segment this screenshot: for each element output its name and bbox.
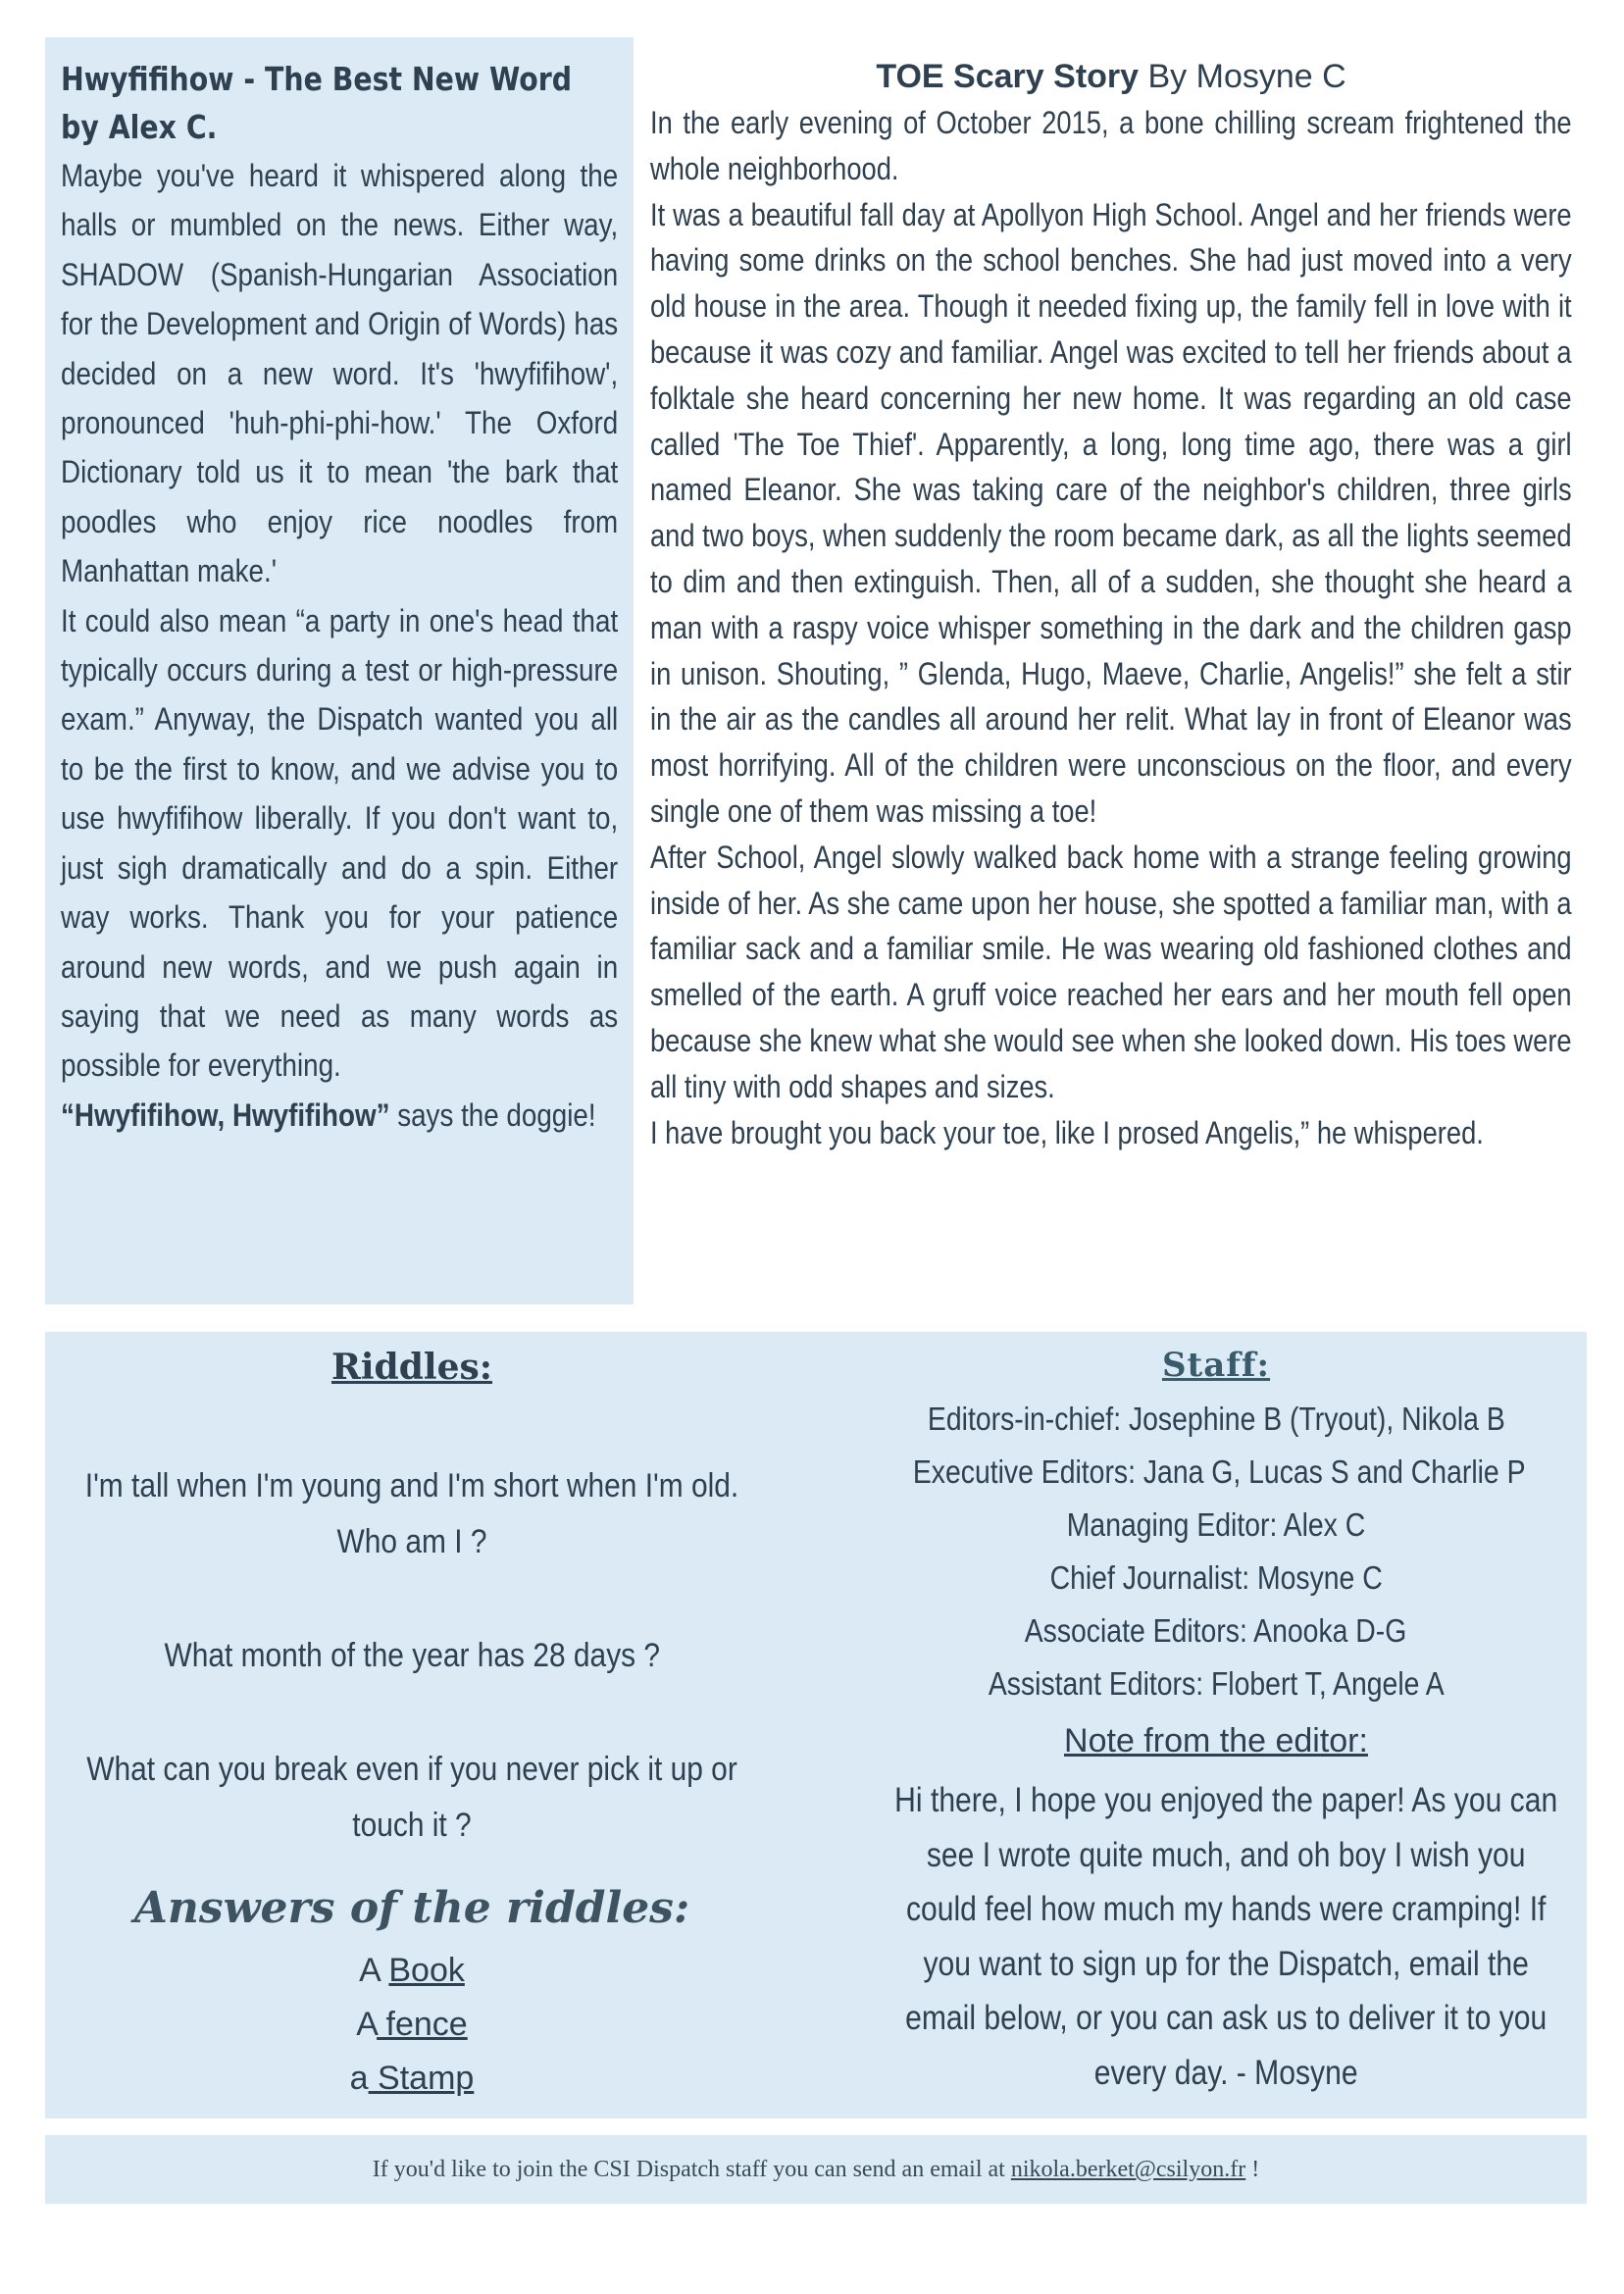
riddle-question: What can you break even if you never pick it up or touch it ?: [86, 1751, 737, 1844]
word-article-quote: “Hwyfifihow, Hwyfifihow” says the doggie!: [61, 1096, 596, 1133]
riddle-question: What month of the year has 28 days ?: [164, 1637, 660, 1674]
word-article-paragraph: Maybe you've heard it whispered along the halls or mumbled on the news. Either way, SHADOW (Spanish-Hungarian Association for the Development and Origin of Words) has decided on a new word. It's 'hwyfifihow', pronounced 'huh-phi-phi-how.' The Oxford Dictionary told us it to mean 'the bark that poodles who enjoy rice noodles from Manhattan make.': [61, 158, 619, 589]
riddle-answer: A fence: [356, 2006, 468, 2043]
story-paragraph: I have brought you back your toe, like I prosed Angelis,” he whispered.: [650, 1114, 1484, 1150]
riddle-question: I'm tall when I'm young and I'm short when I'm old. Who am I ?: [84, 1467, 739, 1560]
staff-line: Assistant Editors: Flobert T, Angele A: [988, 1665, 1445, 1702]
staff-line: Editors-in-chief: Josephine B (Tryout), Nikola B: [927, 1401, 1505, 1437]
staff-line: Chief Journalist: Mosyne C: [1049, 1559, 1383, 1596]
story-paragraph: After School, Angel slowly walked back home with a strange feeling growing inside of her. As she came upon her house, she spotted a familiar man, with a familiar sack and a familiar smile. He was wearing old fashioned clothes and smelled of the earth. A gruff voice reached her ears and her mouth fell open because she knew what she would see when she looked down. His toes were all tiny with odd shapes and sizes.: [650, 839, 1572, 1104]
riddle-answer: A Book: [359, 1952, 465, 1989]
staff-line: Managing Editor: Alex C: [1066, 1506, 1366, 1543]
word-article-paragraph: It could also mean “a party in one's head that typically occurs during a test or high-pressure exam.” Anyway, the Dispatch wanted you all to be the first to know, and we advise you to use hwyfifihow liberally. If you don't want to, just sigh dramatically and do a spin. Either way works. Thank you for your patience around new words, and we push again in saying that we need as many words as possible for everything.: [61, 602, 619, 1084]
editor-note: Hi there, I hope you enjoyed the paper! As you can see I wrote quite much, and oh boy I wish you could feel how much my hands were cramping! If you want to sign up for the Dispatch, email the email below, or you can ask us to deliver it to you every day. - Mosyne: [893, 1781, 1558, 2092]
answers-title: Answers of the riddles:: [133, 1883, 690, 1933]
riddle-answer: a Stamp: [349, 2060, 475, 2097]
staff-title: Staff:: [1161, 1346, 1271, 1385]
story-title: TOE Scary Story By Mosyne C: [876, 58, 1346, 95]
staff-line: Associate Editors: Anooka D-G: [1025, 1612, 1407, 1649]
staff-line: Executive Editors: Jana G, Lucas S and Charlie P: [912, 1453, 1526, 1490]
riddles-title: Riddles:: [330, 1347, 493, 1388]
story-paragraph: In the early evening of October 2015, a bone chilling scream frightened the whole neighborhood.: [650, 105, 1572, 186]
footer: If you'd like to join the CSI Dispatch staff you can send an email at nikola.berket@csilyon.fr !: [45, 2135, 1587, 2204]
story-paragraph: It was a beautiful fall day at Apollyon High School. Angel and her friends were having some drinks on the school benches. She had just moved into a very old house in the area. Though it needed fixing up, the family fell in love with it because it was cozy and familiar. Angel was excited to tell her friends about a folktale she heard concerning her new home. It was regarding an old case called 'The Toe Thief'. Apparently, a long, long time ago, there was a girl named Eleanor. She was taking care of the neighbor's children, three girls and two boys, when suddenly the room became dark, as all the lights seemed to dim and then extinguish. Then, all of a sudden, she thought she heard a man with a raspy voice whisper something in the dark and the children gasp in unison. Shouting, ” Glenda, Hugo, Maeve, Charlie, Angelis!” she felt a stir in the air as the candles all around her relit. What lay in front of Eleanor was most horrifying. All of the children were unconscious on the floor, and every single one of them was missing a toe!: [650, 196, 1572, 829]
word-article-title: Hwyfifihow - The Best New Word by Alex C.: [61, 60, 573, 146]
editor-note-title: Note from the editor:: [1064, 1722, 1368, 1759]
word-article: [45, 37, 634, 1304]
scary-story: [650, 54, 1572, 1319]
email-link[interactable]: nikola.berket@csilyon.fr: [1010, 2157, 1246, 2182]
